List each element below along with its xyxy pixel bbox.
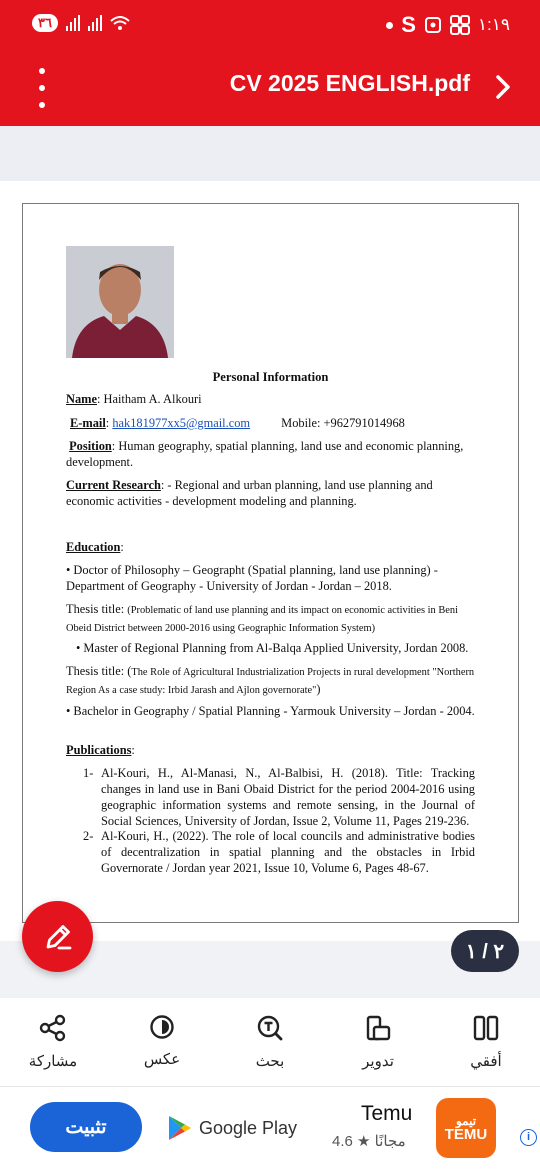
pdf-page [22,203,519,923]
invert-label: عكس [143,1051,181,1068]
education-item-1: • Doctor of Philosophy – Geographt (Spatial planning, land use planning) - Department of Geography - University of Jordan - Jordan – 2018. [66,563,438,593]
share-label: مشاركة [28,1053,78,1070]
status-right [386,12,510,38]
thesis-2 [66,663,475,699]
name-line [66,391,475,407]
install-button[interactable]: تثبيت [30,1102,142,1152]
ad-rating [332,1132,406,1150]
temu-logo-bottom: TEMU [444,1126,488,1143]
publication-number: 2- [83,829,94,843]
position-value: : Human geography, spatial planning, land use and economic planning, development. [66,439,464,469]
research-label: Current Research [66,478,161,492]
dot-icon [386,22,393,29]
s-logo-icon: S [401,12,416,37]
star-icon: ★ [352,1133,371,1150]
name-label: Name [66,392,97,406]
search-icon [256,1014,284,1042]
status-bar [0,0,540,48]
viewer-top-gap [0,126,540,181]
temu-logo-top: تيمو [455,1114,477,1128]
research-line [66,477,475,509]
status-left [32,14,130,32]
share-icon [39,1014,67,1042]
invert-icon [149,1014,175,1040]
notification-count-badge: ٣٦ [32,14,58,32]
thesis-2-text: The Role of Agricultural Industrialization Projects in rural development "Northern Region As a case study: Irbid Jarash and Ajlon governorate" [66,667,475,696]
google-play-label: Google Play [199,1117,298,1138]
rotate-icon [364,1014,392,1042]
ad-info-icon[interactable]: i [520,1129,537,1146]
publications-label: Publications [66,743,132,757]
bottom-toolbar [0,998,540,1086]
position-line [66,438,475,470]
education-item-2: • Master of Regional Planning from Al-Balqa Applied University, Jordan 2008. [76,641,469,655]
horizontal-label: أفقي [470,1053,502,1070]
publication-item-1 [83,765,475,829]
position-label: Position [69,439,112,453]
rotate-label: تدوير [362,1053,394,1070]
mobile-number: Mobile: +962791014968 [281,416,405,430]
signal-icon [66,15,80,31]
search-label: بحث [255,1053,285,1070]
grid-app-icon [450,15,470,35]
signal-icon-2 [88,15,102,31]
thesis-1 [66,601,475,637]
section-heading: Personal Information [212,370,329,384]
email-link[interactable]: hak181977xx5@gmail.com [112,416,251,430]
rotate-button[interactable] [338,1014,418,1070]
email-label: E-mail [70,416,106,430]
publication-text: Al-Kouri, H., (2022). The role of local councils and administrative bodies of decentralization in spatial planning and the obstacles in Irbid Governorate / Jordan year 2021, Issue 10, Volume 6, Pages 48-67. [101,829,475,875]
more-options-icon[interactable] [30,68,54,108]
publication-item-2 [83,828,475,876]
education-item-3: • Bachelor in Geography / Spatial Planning - Yarmouk University – Jordan - 2004. [66,704,475,718]
thesis-2-close: ) [316,682,321,696]
document-title[interactable]: CV 2025 ENGLISH.pdf [229,70,470,96]
research-value: : - Regional and urban planning, land use planning and economic activities - development modeling and planning. [66,478,433,508]
email-line: E-mail: hak181977xx5@gmail.com Mobile: +962791014968 [70,416,405,430]
app-bar [0,48,540,126]
share-button[interactable] [13,1014,93,1070]
google-play-icon [167,1114,193,1142]
ad-banner[interactable] [0,1086,540,1171]
invert-button[interactable] [122,1014,202,1068]
publication-text: Al-Kouri, H., Al-Manasi, N., Al-Balbisi, H. (2018). Title: Tracking changes in land use in Bani Obaid District for the period 2004-2016 using geographic information systems and remote sensing, in the Journal of Social Sciences, University of Jordan, Issue 2, Volume 11, Pages 219-236. [101,766,475,828]
name-value: : Haitham A. Alkouri [96,392,202,406]
rating-value: 4.6 [332,1133,353,1150]
temu-logo [436,1098,496,1158]
search-button[interactable] [230,1014,310,1070]
page-indicator: ٢ / ١ [451,930,519,972]
thesis-1-label: Thesis title: [66,602,128,616]
chevron-right-icon[interactable] [492,72,514,102]
publications-heading: Publications: [66,743,135,757]
horizontal-button[interactable] [446,1014,526,1070]
publication-number: 1- [83,766,94,780]
google-play-badge [167,1114,297,1142]
screenshot-icon [424,16,442,34]
ad-app-name: Temu [361,1102,413,1125]
pencil-icon [41,920,75,954]
profile-photo [66,246,174,358]
pdf-viewer[interactable] [0,181,540,941]
edit-button[interactable] [22,901,93,972]
thesis-1-text: (Problematic of land use planning and its impact on economic activities in Beni Obeid District between 2000-2016 using Geographic Information System) [66,605,458,634]
price-label: مجانًا [374,1133,406,1150]
education-label: Education [66,540,121,554]
thesis-2-label: Thesis title: ( [66,664,132,678]
columns-icon [472,1014,500,1042]
education-heading: Education: [66,540,124,554]
clock: ١:١٩ [477,15,510,34]
wifi-icon [110,15,130,31]
